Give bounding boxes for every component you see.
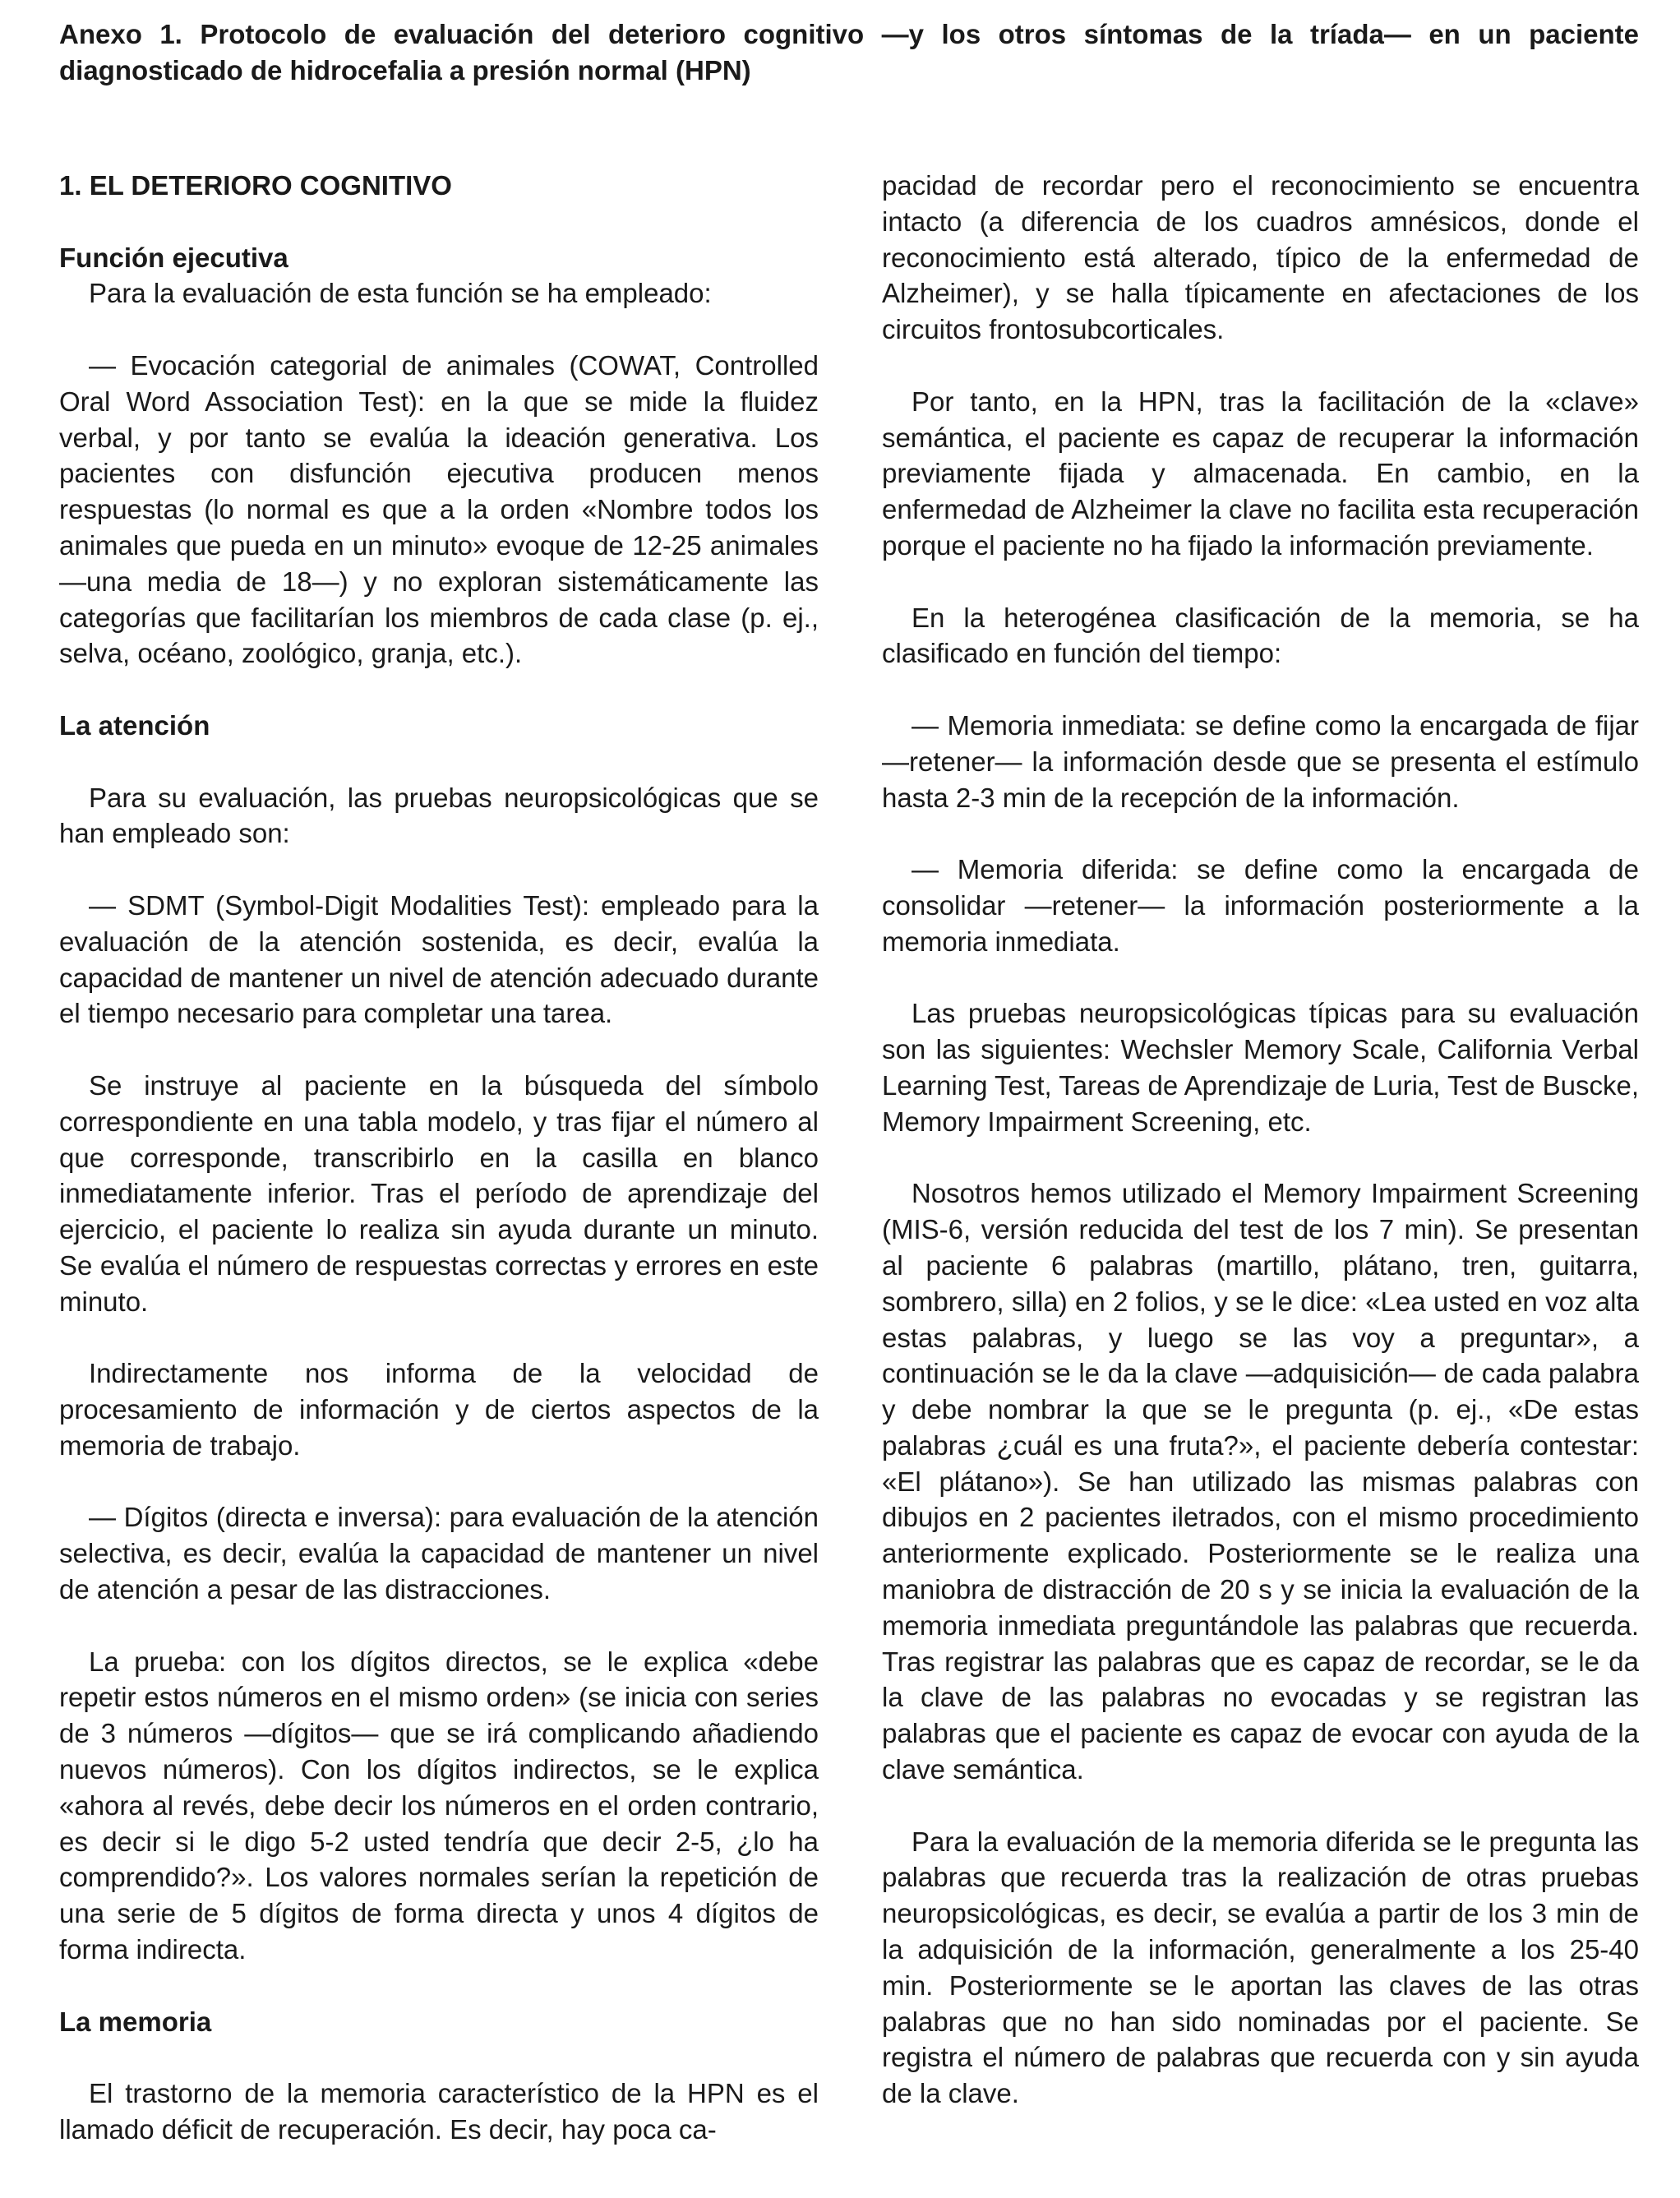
paragraph: — SDMT (Symbol-Digit Modalities Test): empleado para la evaluación de la atención sostenida, es decir, evalúa la capacidad de mantener un nivel de atención adecuado durante el tiempo necesario para completar una tarea. bbox=[59, 889, 819, 1029]
paragraph: — Dígitos (directa e inversa): para evaluación de la atención selectiva, es decir, evalúa la capacidad de mantener un nivel de atención a pesar de las distracciones. bbox=[59, 1502, 819, 1605]
subheading-funcion-ejecutiva: Función ejecutiva bbox=[59, 242, 288, 273]
paragraph: El trastorno de la memoria característico de la HPN es el llamado déficit de recuperación. Es decir, hay poca ca- bbox=[59, 2078, 819, 2145]
paragraph: Las pruebas neuropsicológicas típicas para su evaluación son las siguientes: Wechsler Memory Scale, California Verbal Learning Test, Tareas de Aprendizaje de Luria, Test de Buscke, Memory Impairment Screening, etc. bbox=[882, 998, 1639, 1137]
document-title: Anexo 1. Protocolo de evaluación del deterioro cognitivo —y los otros síntomas de la tríada— en un paciente diagnosticado de hidrocefalia a presión normal (HPN) bbox=[59, 19, 1639, 85]
paragraph: Por tanto, en la HPN, tras la facilitación de la «clave» semántica, el paciente es capaz de recuperar la información previamente fijada y almacenada. En cambio, en la enfermedad de Alzheimer la clave no facilita esta recuperación porque el paciente no ha fijado la información previamente. bbox=[882, 386, 1639, 561]
paragraph: — Memoria diferida: se define como la encargada de consolidar —retener— la información posteriormente a la memoria inmediata. bbox=[882, 854, 1639, 957]
section-heading: 1. EL DETERIORO COGNITIVO bbox=[59, 170, 452, 201]
paragraph: Se instruye al paciente en la búsqueda del símbolo correspondiente en una tabla modelo, y tras fijar el número al que corresponde, transcribirlo en la casilla en blanco inmediatamente inferior. Tras el período de aprendizaje del ejercicio, el paciente lo realiza sin ayuda durante un minuto. Se evalúa el número de respuestas correctas y errores en este minuto. bbox=[59, 1069, 819, 1317]
paragraph: — Memoria inmediata: se define como la encargada de fijar —retener— la información desde que se presenta el estímulo hasta 2-3 min de la recepción de la información. bbox=[882, 709, 1639, 813]
paragraph: Nosotros hemos utilizado el Memory Impairment Screening (MIS-6, versión reducida del test de los 7 min). Se presentan al paciente 6 palabras (martillo, plátano, tren, guitarra, sombrero, silla) en 2 folios, y se le dice: «Lea usted en voz alta estas palabras, y luego se las voy a preguntar», a continuación se le da la clave —adquisición— de cada palabra y debe nombrar la que se le pregunta (p. ej., «De estas palabras ¿cuál es una fruta?», el paciente debería contestar: «El plátano»). Se han utilizado las mismas palabras con dibujos en 2 pacientes iletrados, con el mismo procedimiento anteriormente explicado. Posteriormente se le realiza una maniobra de distracción de 20 s y se inicia la evaluación de la memoria inmediata preguntándole las palabras que recuerda. Tras registrar las palabras que es capaz de recordar, se le da la clave de las palabras no evocadas y se registran las palabras que el paciente es capaz de evocar con ayuda de la clave semántica. bbox=[882, 1178, 1639, 1785]
paragraph: La prueba: con los dígitos directos, se le explica «debe repetir estos números en el mismo orden» (se inicia con series de 3 números —dígitos— que se irá complicando añadiendo nuevos números). Con los dígitos indirectos, se le explica «ahora al revés, debe decir los números en el orden contrario, es decir si le digo 5-2 usted tendría que decir 2-5, ¿lo ha comprendido?». Los valores normales serían la repetición de una serie de 5 dígitos de forma directa y unos 4 dígitos de forma indirecta. bbox=[59, 1646, 819, 1965]
paragraph: Para su evaluación, las pruebas neuropsicológicas que se han empleado son: bbox=[59, 782, 819, 849]
left-column bbox=[59, 168, 819, 2184]
paragraph: En la heterogénea clasificación de la memoria, se ha clasificado en función del tiempo: bbox=[882, 602, 1639, 669]
subheading-atencion: La atención bbox=[59, 709, 210, 741]
paragraph: — Evocación categorial de animales (COWAT, Controlled Oral Word Association Test): en la que se mide la fluidez verbal, y por tanto se evalúa la ideación generativa. Los pacientes con disfunción ejecutiva producen menos respuestas (lo normal es que a la orden «Nombre todos los animales que pueda en un minuto» evoque de 12-25 animales —una media de 18—) y no exploran sistemáticamente las categorías que facilitarían los miembros de cada clase (p. ej., selva, océano, zoológico, granja, etc.). bbox=[59, 349, 819, 669]
paragraph: Para la evaluación de la memoria diferida se le pregunta las palabras que recuerda tras la realización de otras pruebas neuropsicológicas, es decir, se evalúa a partir de los 3 min de la adquisición de la información, generalmente a los 25-40 min. Posteriormente se le aportan las claves de las otras palabras que no han sido nominadas por el paciente. Se registra el número de palabras que recuerda con y sin ayuda de la clave. bbox=[882, 1826, 1639, 2109]
right-column bbox=[882, 168, 1639, 2148]
subheading-memoria: La memoria bbox=[59, 2006, 212, 2037]
paragraph: pacidad de recordar pero el reconocimiento se encuentra intacto (a diferencia de los cuadros amnésicos, donde el reconocimiento está alterado, típico de la enfermedad de Alzheimer), y se halla típicamente en afectaciones de los circuitos frontosubcorticales. bbox=[882, 170, 1639, 345]
paragraph: Para la evaluación de esta función se ha empleado: bbox=[89, 278, 712, 309]
paragraph: Indirectamente nos informa de la velocidad de procesamiento de información y de ciertos aspectos de la memoria de trabajo. bbox=[59, 1358, 819, 1461]
